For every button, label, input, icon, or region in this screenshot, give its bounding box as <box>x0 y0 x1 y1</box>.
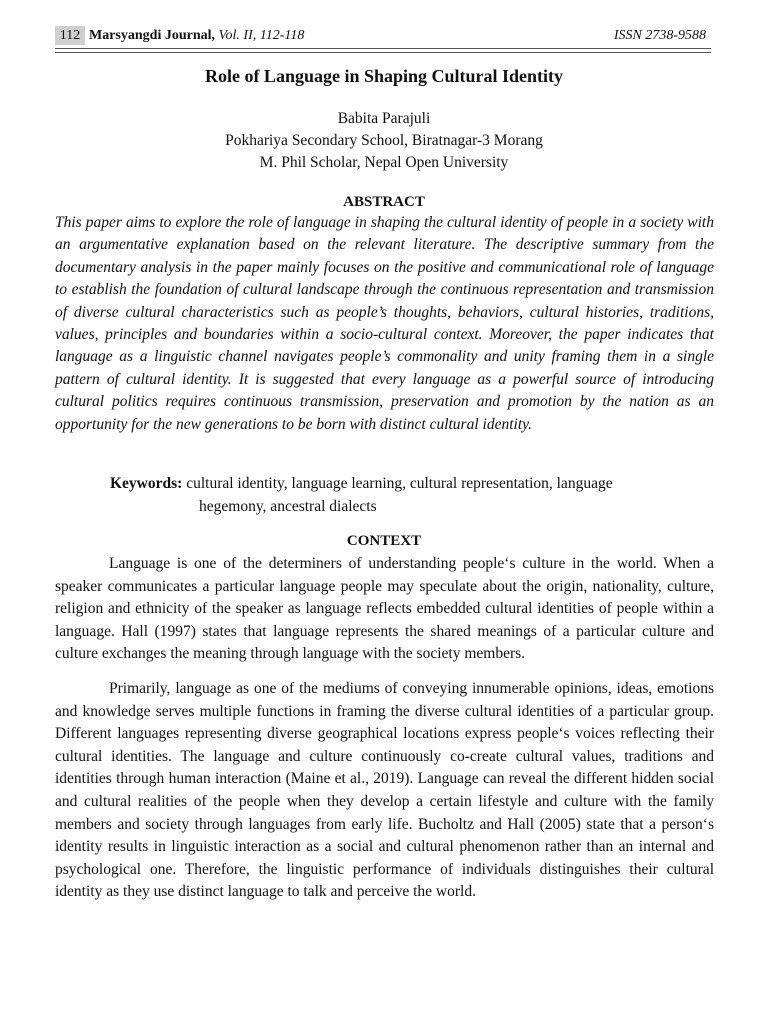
keywords-label: Keywords: <box>110 475 183 492</box>
page-number: 112 <box>55 26 85 45</box>
running-header <box>55 26 711 46</box>
journal-name: Marsyangdi Journal, <box>89 28 216 43</box>
issn: ISSN 2738-9588 <box>613 28 706 43</box>
header-rule <box>55 48 711 53</box>
paragraph-text: Primarily, language as one of the mediums of conveying innumerable opinions, ideas, emotions and knowledge serves multiple functions in framing the diverse cultural identities of a particular group. Different languages representing diverse geographical locations express people‘s voices reflecting their cultural identities. The language and culture continuously co-create cultural values, traditions and identities through human interaction (Maine et al., 2019). Language can reveal the different hidden social and cultural realities of the people when they develop a certain lifestyle and culture with the family members and society through languages from early life. Bucholtz and Hall (2005) state that a person‘s identity results in linguistic interaction as a social and cultural phenomenon rather than an internal and psychological one. Therefore, the linguistic performance of individuals distinguishes their cultural identity as they use distinct language to talk and perceive the world. <box>55 680 714 901</box>
abstract-text: This paper aims to explore the role of language in shaping the cultural identity of people in a society with an argumentative explanation based on the relevant literature. The descriptive summary from the documentary analysis in the paper mainly focuses on the positive and communicational role of language to establish the foundation of cultural landscape through the continuous representation and transmission of diverse cultural characteristics such as people’s thoughts, behaviors, cultural histories, traditions, values, principles and boundaries within a socio-cultural context. Moreover, the paper indicates that language as a linguistic channel navigates people’s commonality and unity framing them in a single pattern of cultural identity. It is suggested that every language as a powerful source of introducing cultural politics requires continuous transmission, preservation and promotion by the nation as an opportunity for the new generations to be born with distinct cultural identity. <box>55 214 714 433</box>
author-block <box>0 108 768 174</box>
journal-citation <box>89 27 304 45</box>
keywords <box>110 472 670 518</box>
paragraph-text: Language is one of the determiners of understanding people‘s culture in the world. When a speaker communicates a particular language people may speculate about the origin, nationality, culture, religion and ethnicity of the speaker as language reflects embedded cultural identities of people within a language. Hall (1997) states that language represents the shared meanings of a particular culture and culture exchanges the meaning through language with the society members. <box>55 555 714 663</box>
keywords-line-2: hegemony, ancestral dialects <box>199 498 377 515</box>
abstract-body <box>55 212 714 436</box>
journal-volume: Vol. II, 112-118 <box>218 28 305 43</box>
context-paragraph-2 <box>55 678 714 904</box>
author-affiliation-2: M. Phil Scholar, Nepal Open University <box>259 154 509 171</box>
article-title: Role of Language in Shaping Cultural Identity <box>204 66 564 86</box>
abstract-heading: ABSTRACT <box>343 194 425 210</box>
keywords-line-1: cultural identity, language learning, cultural representation, language <box>186 475 613 492</box>
author-affiliation-1: Pokhariya Secondary School, Biratnagar-3 Morang <box>225 132 543 149</box>
context-heading: CONTEXT <box>346 533 422 549</box>
author-name: Babita Parajuli <box>337 110 431 127</box>
context-paragraph-1 <box>55 553 714 666</box>
